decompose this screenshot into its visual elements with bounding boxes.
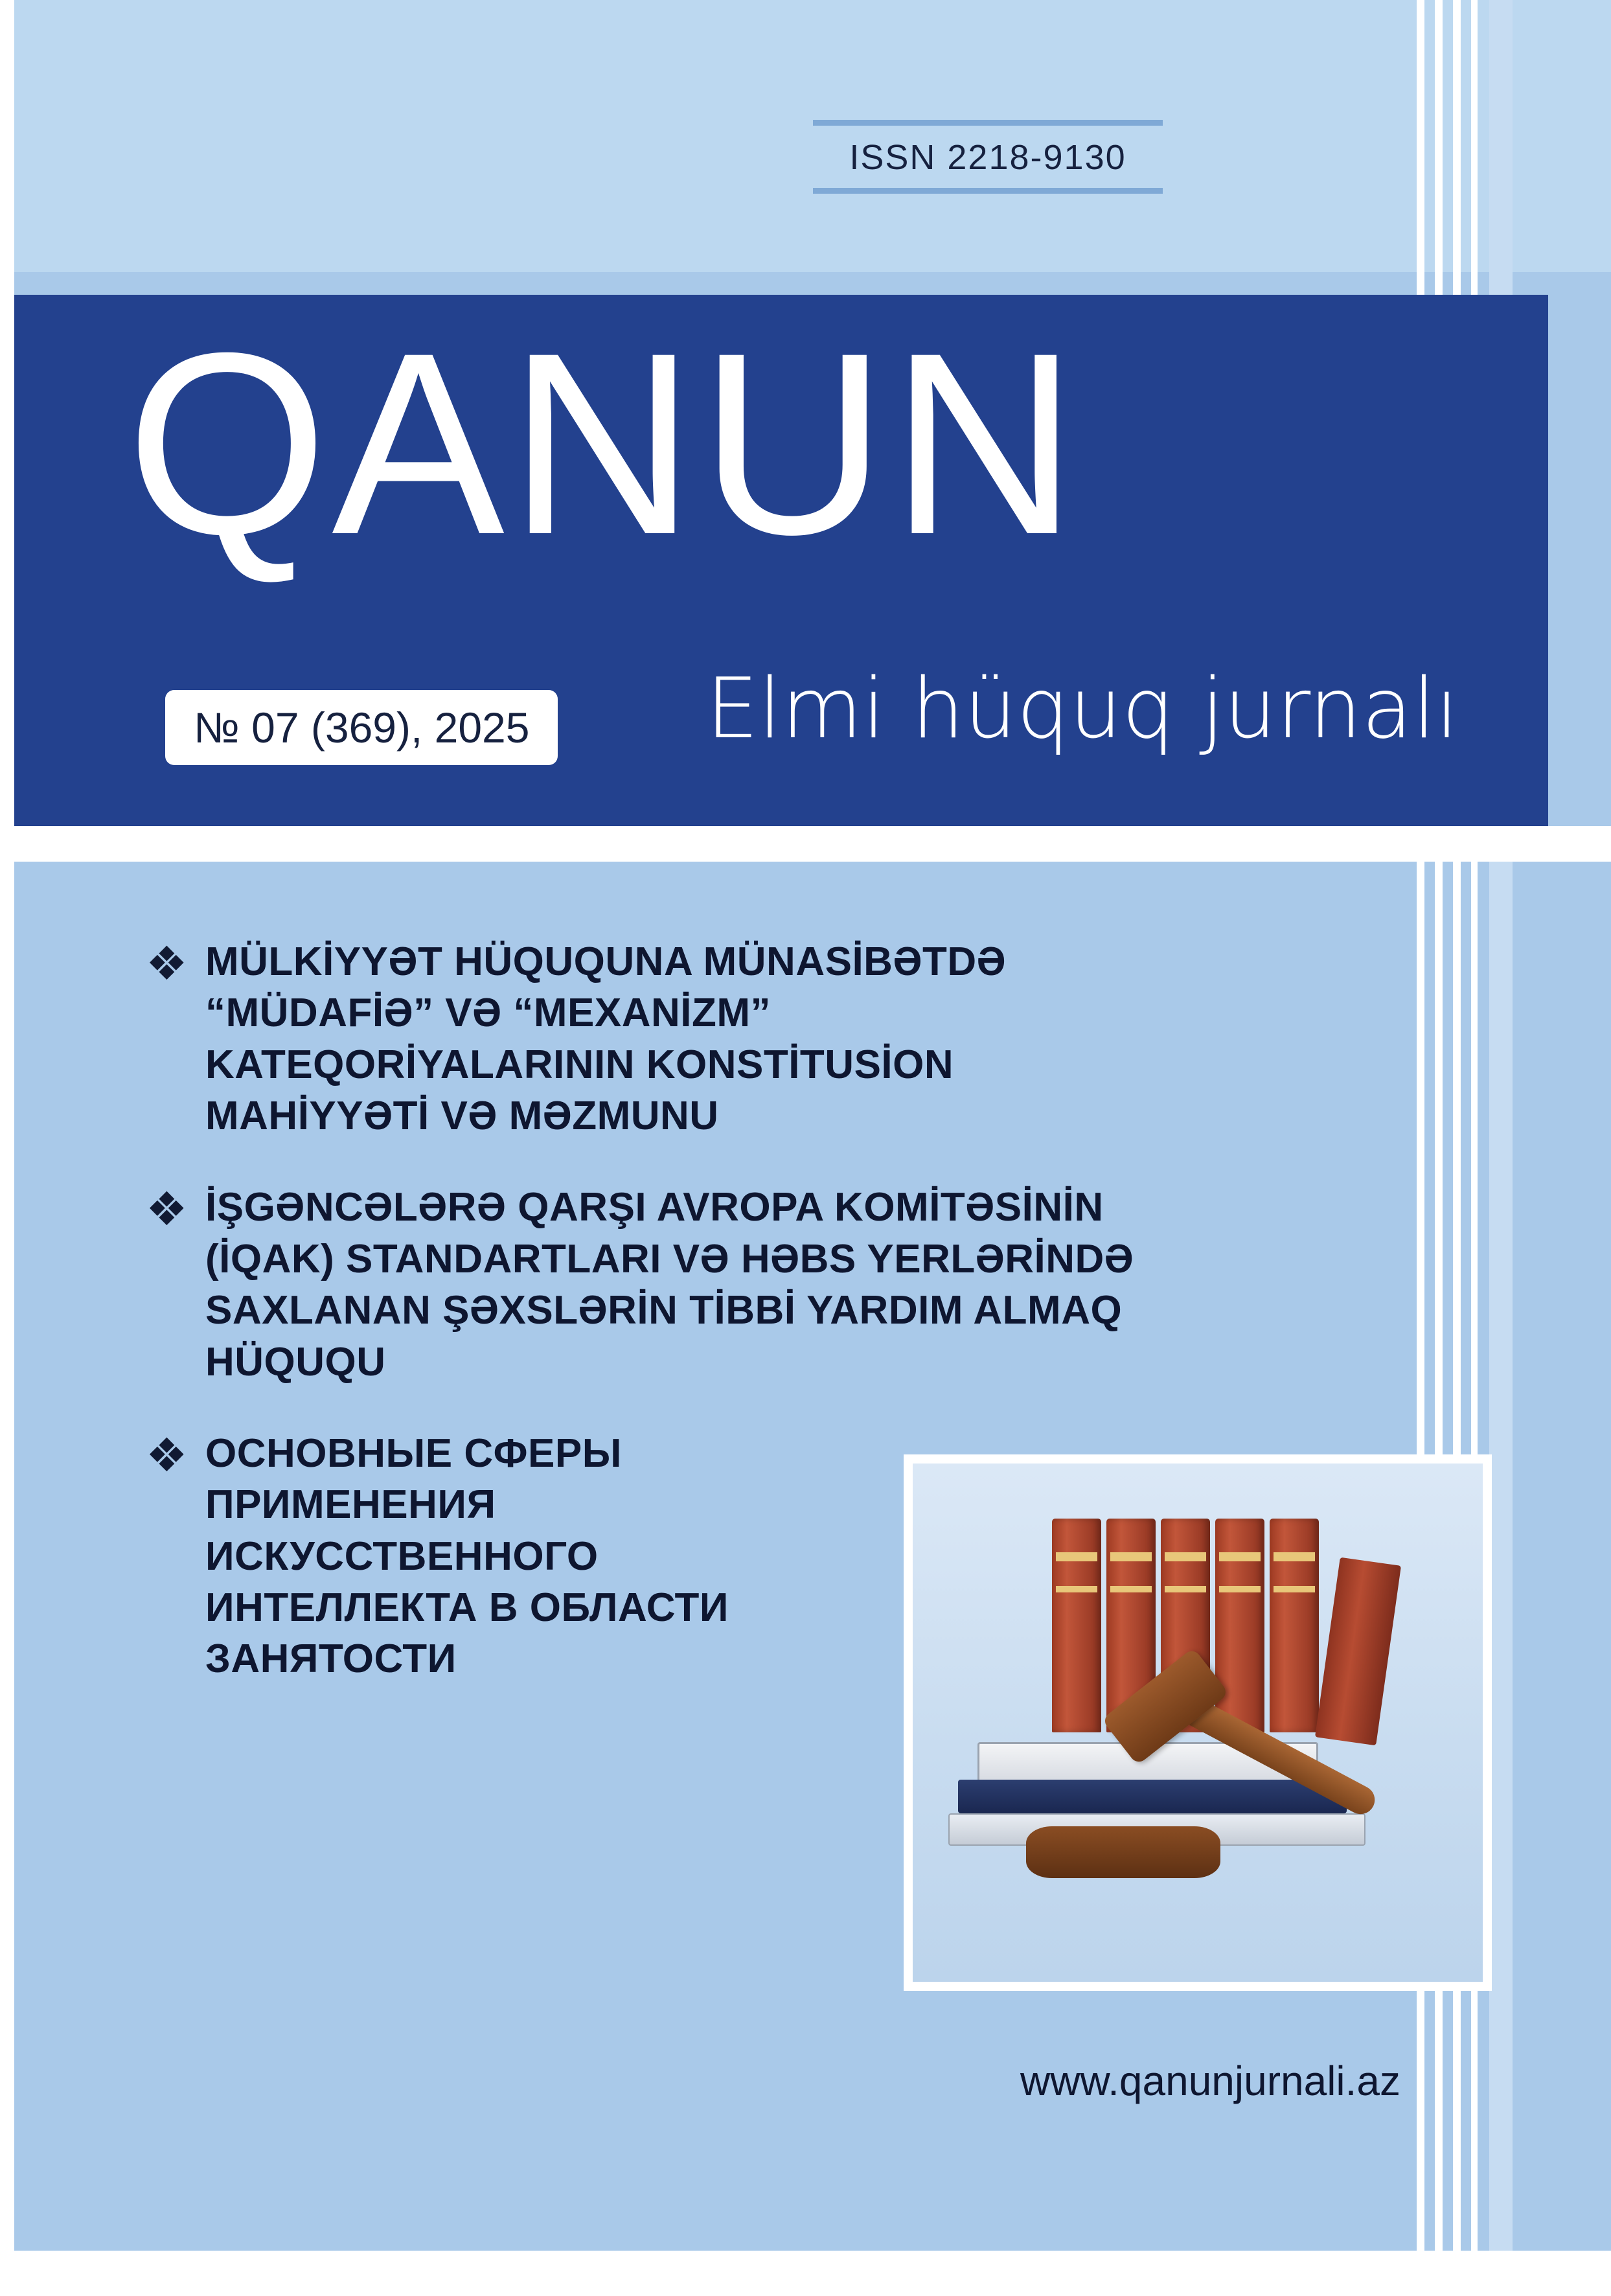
diamond-bullet-icon: ❖ <box>146 936 188 991</box>
journal-subtitle: Elmi hüquq jurnalı <box>706 661 1459 757</box>
book-leaning <box>1315 1557 1401 1745</box>
cover-photo <box>904 1454 1492 1991</box>
issn-block <box>813 120 1163 194</box>
book-spine <box>1052 1519 1101 1732</box>
gavel-sound-block <box>1026 1826 1220 1878</box>
contents-item-title: İŞGƏNCƏLƏRƏ QARŞI AVROPA KOMİTƏSİNİN (İQAK) STANDARTLARI VƏ HƏBS YERLƏRİNDƏ SAXLANAN ŞƏXSLƏRİN TİBBİ YARDIM ALMAQ HÜQUQU <box>205 1185 1134 1384</box>
masthead-gap <box>0 826 1611 862</box>
issn-rule-bottom <box>813 188 1163 194</box>
diamond-bullet-icon: ❖ <box>146 1427 188 1482</box>
diamond-bullet-icon: ❖ <box>146 1182 188 1237</box>
issn-rule-top <box>813 120 1163 126</box>
list-item <box>146 936 1156 1142</box>
cover-photo-image <box>913 1464 1483 1982</box>
contents-item-title: MÜLKİYYƏT HÜQUQUNA MÜNASİBƏTDƏ “MÜDAFİƏ” VƏ “MEXANİZM” KATEQORİYALARININ KONSTİTUSİON MAHİYYƏTİ VƏ MƏZMUNU <box>205 939 1007 1139</box>
journal-title: QANUN <box>126 299 1082 588</box>
left-white-edge <box>0 0 14 2296</box>
contents-item-title: ОСНОВНЫЕ СФЕРЫ ПРИМЕНЕНИЯ ИСКУССТВЕННОГО ИНТЕЛЛЕКТА В ОБЛАСТИ ЗАНЯТОСТИ <box>205 1430 729 1682</box>
book-spine <box>1215 1519 1264 1732</box>
bottom-white-edge <box>0 2251 1611 2296</box>
book-stack-layer <box>958 1780 1347 1813</box>
issue-badge: № 07 (369), 2025 <box>165 690 558 765</box>
book-spine <box>1270 1519 1319 1732</box>
issn-text: ISSN 2218-9130 <box>849 138 1126 177</box>
list-item <box>146 1182 1156 1387</box>
website-url[interactable]: www.qanunjurnali.az <box>1020 2058 1400 2104</box>
